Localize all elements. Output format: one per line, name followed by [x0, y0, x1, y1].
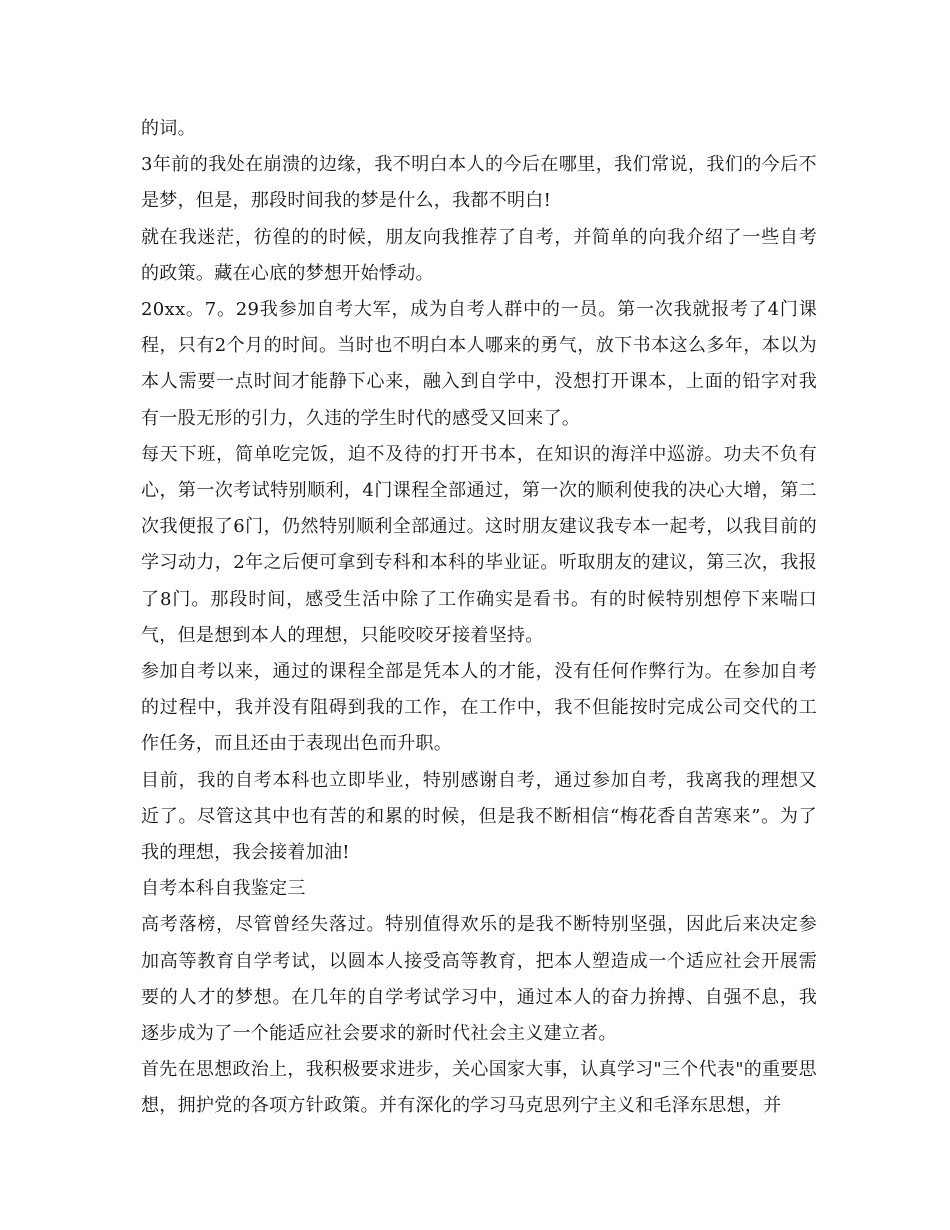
paragraph: 3年前的我处在崩溃的边缘，我不明白本人的今后在哪里，我们常说，我们的今后不是梦，但是，那段时间我的梦是什么，我都不明白!: [141, 154, 817, 212]
paragraph: 参加自考以来，通过的课程全部是凭本人的才能，没有任何作弊行为。在参加自考的过程中，我并没有阻碍到我的工作，在工作中，我不但能按时完成公司交代的工作任务，而且还由于表现出色而升职。: [141, 661, 817, 755]
paragraph: 目前，我的自考本科也立即毕业，特别感谢自考，通过参加自考，我离我的理想又近了。尽管这其中也有苦的和累的时候，但是我不断相信“梅花香自苦寒来”。为了我的理想，我会接着加油!: [141, 769, 817, 864]
paragraph: 首先在思想政治上，我积极要求进步，关心国家大事，认真学习"三个代表"的重要思想，拥护党的各项方针政策。并有深化的学习马克思列宁主义和毛泽东思想，并: [141, 1059, 817, 1117]
document-body: [141, 111, 817, 1125]
paragraph: 的词。: [141, 118, 196, 139]
paragraph: 高考落榜，尽管曾经失落过。特别值得欢乐的是我不断特别坚强，因此后来决定参加高等教育自学考试，以圆本人接受高等教育，把本人塑造成一个适应社会开展需要的人才的梦想。在几年的自学考试学习中，通过本人的奋力拚搏、自强不息，我逐步成为了一个能适应社会要求的新时代社会主义建立者。: [141, 914, 817, 1045]
paragraph: 每天下班，简单吃完饭，迫不及待的打开书本，在知识的海洋中巡游。功夫不负有心，第一次考试特别顺利，4门课程全部通过，第一次的顺利使我的决心大增，第二次我便报了6门，仍然特别顺利全部通过。这时朋友建议我专本一起考，以我目前的学习动力，2年之后便可拿到专科和本科的毕业证。听取朋友的建议，第三次，我报了8门。那段时间，感受生活中除了工作确实是看书。有的时候特别想停下来喘口气，但是想到本人的理想，只能咬咬牙接着坚持。: [141, 443, 817, 646]
section-heading: 自考本科自我鉴定三: [141, 878, 306, 900]
paragraph: 20xx。7。29我参加自考大军，成为自考人群中的一员。第一次我就报考了4门课程，只有2个月的时间。当时也不明白本人哪来的勇气，放下书本这么多年，本以为本人需要一点时间才能静下心来，融入到自学中，没想打开课本，上面的铅字对我有一股无形的引力，久违的学生时代的感受又回来了。: [141, 299, 817, 429]
paragraph: 就在我迷茫，彷徨的的时候，朋友向我推荐了自考，并简单的向我介绍了一些自考的政策。藏在心底的梦想开始悸动。: [141, 226, 817, 284]
